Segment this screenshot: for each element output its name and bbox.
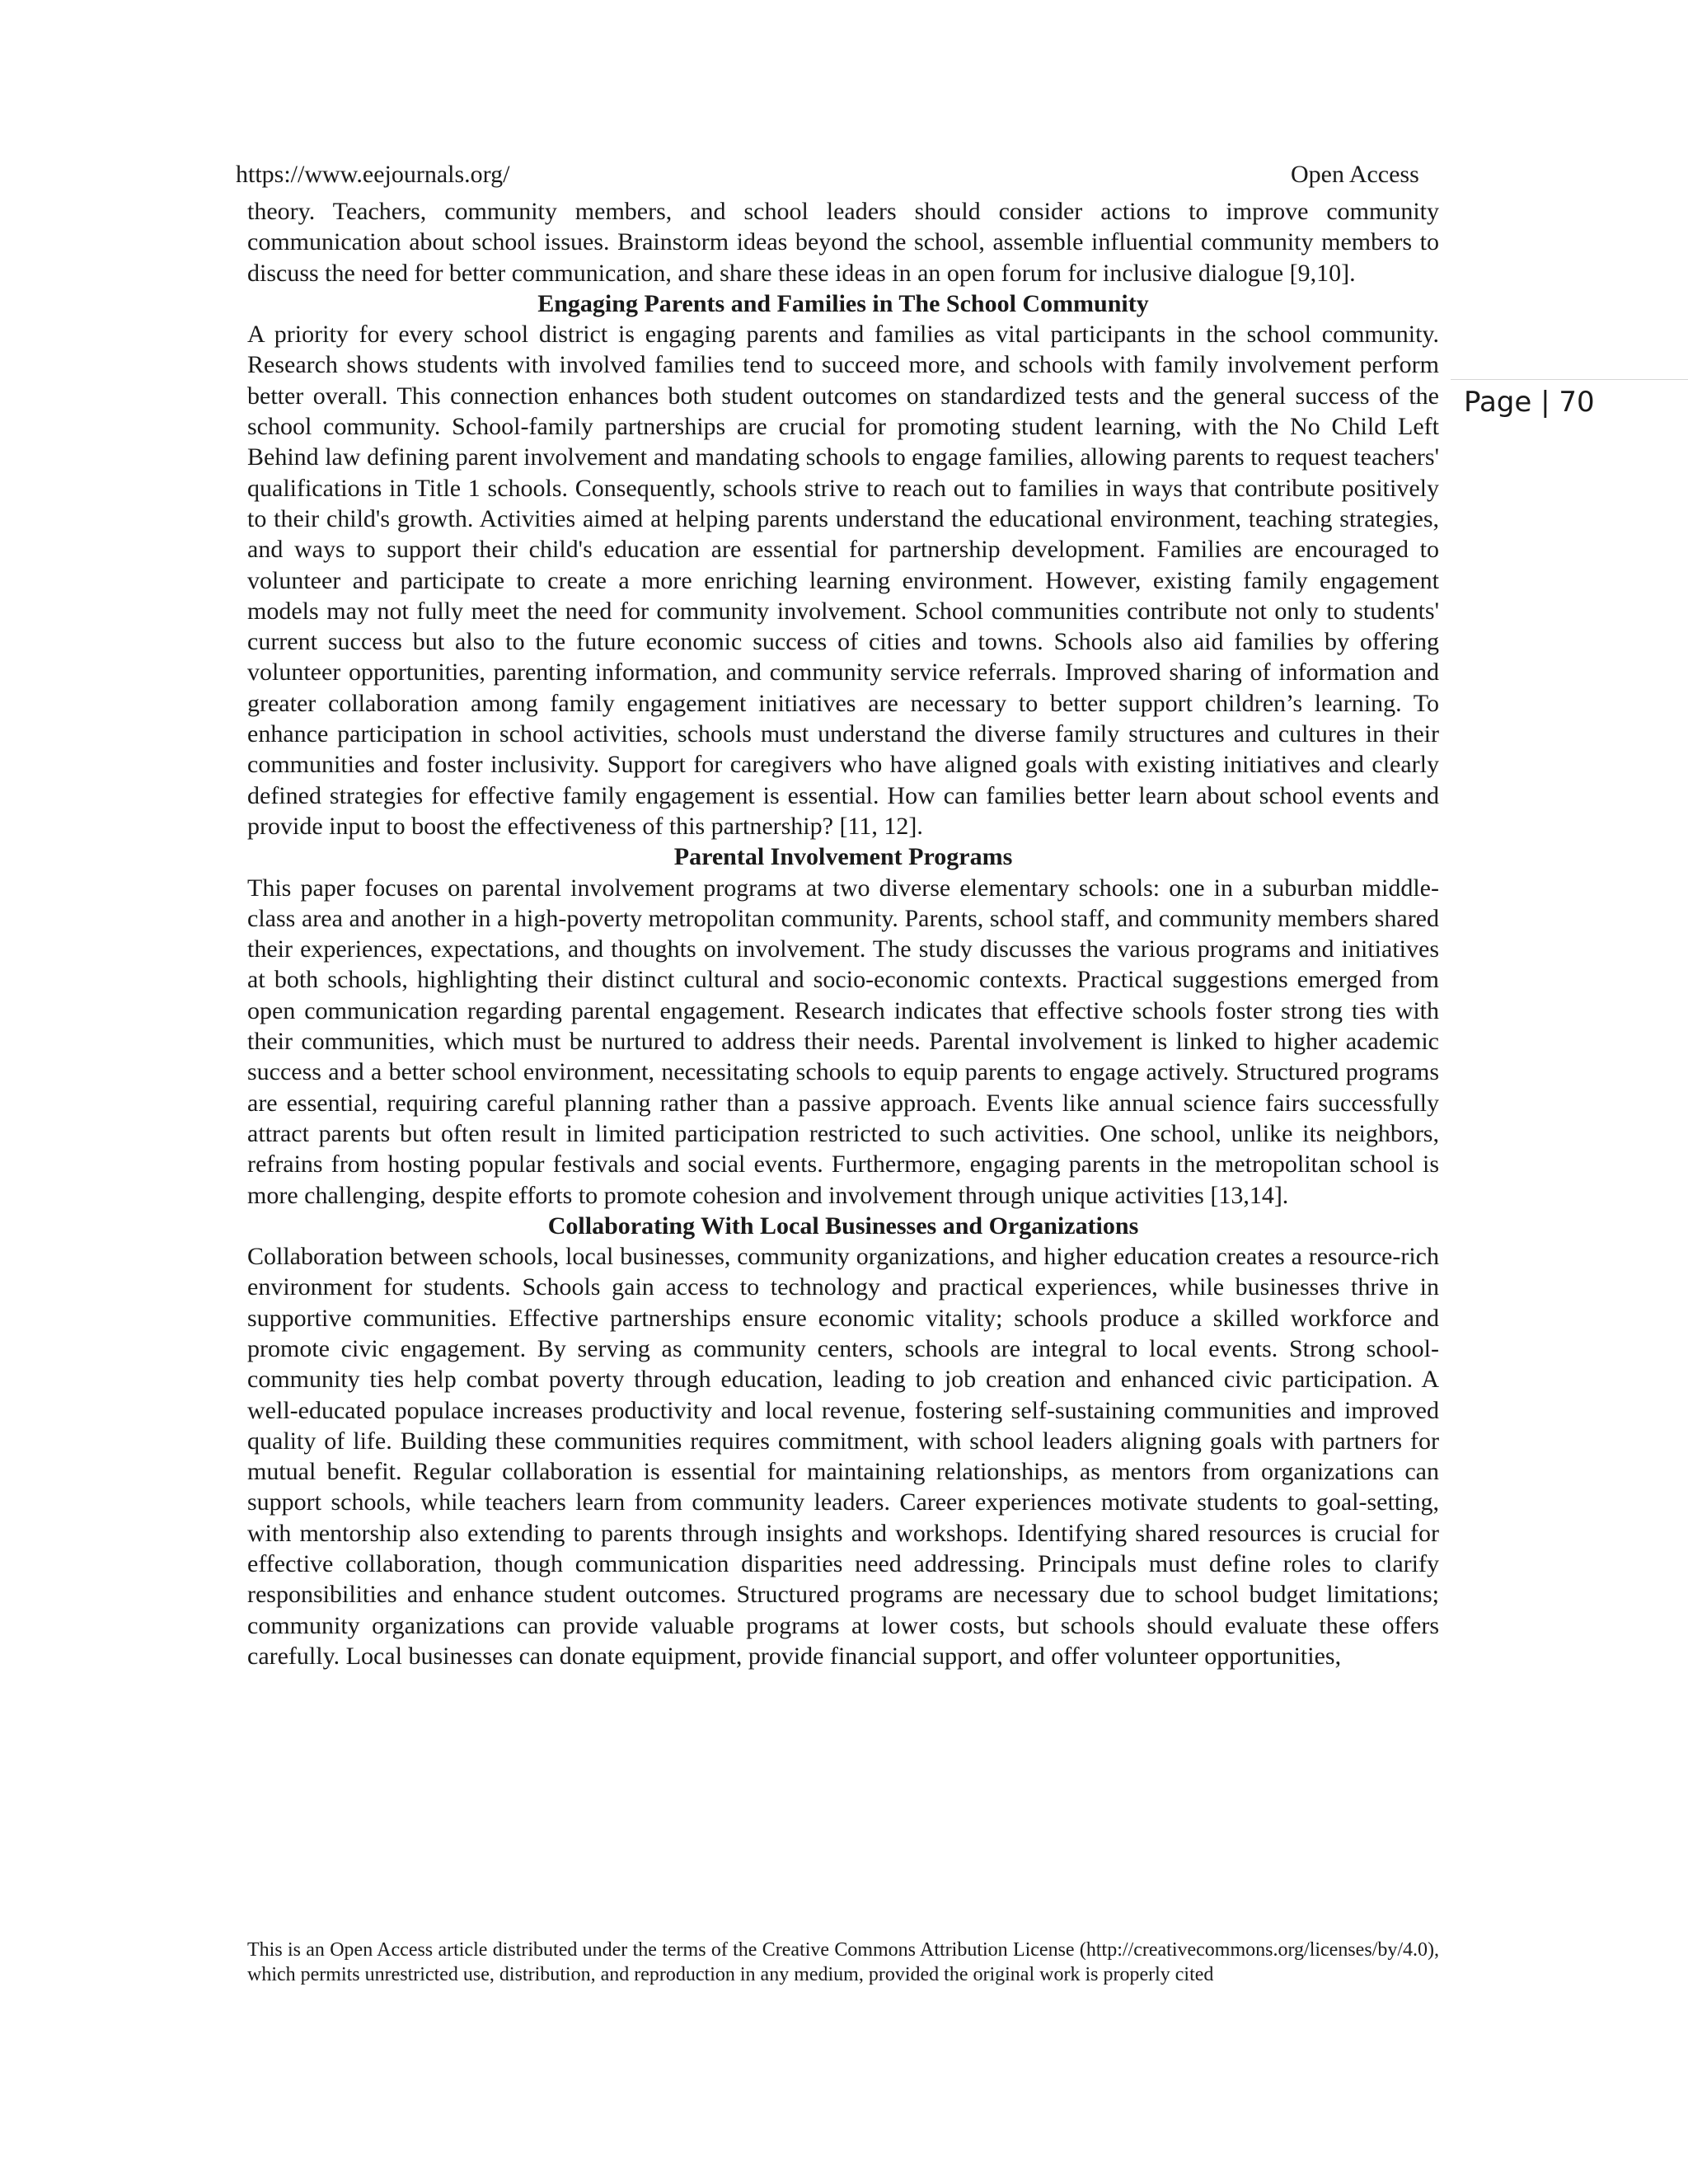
page-number-rule xyxy=(1451,379,1688,380)
license-footer: This is an Open Access article distributed under the terms of the Creative Commons Attribution License (http://creativecommons.org/licenses/by/4.0), which permits unrestricted use, distribution, and reproduction in any medium, provided the original work is properly cited xyxy=(247,1939,1439,1985)
open-access-label: Open Access xyxy=(1291,161,1419,188)
page-number: Page | 70 xyxy=(1464,386,1595,419)
section-heading-parental-involvement: Parental Involvement Programs xyxy=(673,843,1013,871)
section-heading-collaborating-businesses: Collaborating With Local Businesses and Organizations xyxy=(547,1212,1139,1240)
section-paragraph-collaborating-businesses: Collaboration between schools, local businesses, community organizations, and higher education creates a resource-rich environment for students. Schools gain access to technology and practical experiences, while businesses thrive in supportive communities. Effective partnerships ensure economic vitality; schools produce a skilled workforce and promote civic engagement. By serving as community centers, schools are integral to local events. Strong school-community ties help combat poverty through education, leading to job creation and enhanced civic participation. A well-educated populace increases productivity and local revenue, fostering self-sustaining communities and improved quality of life. Building these communities requires commitment, with school leaders aligning goals with partners for mutual benefit. Regular collaboration is essential for maintaining relationships, as mentors from organizations can support schools, while teachers learn from community leaders. Career experiences motivate students to goal-setting, with mentorship also extending to parents through insights and workshops. Identifying shared resources is crucial for effective collaboration, though communication disparities need addressing. Principals must define roles to clarify responsibilities and enhance student outcomes. Structured programs are necessary due to school budget limitations; community organizations can provide valuable programs at lower costs, but schools should evaluate these offers carefully. Local businesses can donate equipment, provide financial support, and offer volunteer opportunities, xyxy=(247,1243,1439,1670)
section-paragraph-parental-involvement: This paper focuses on parental involvement programs at two diverse elementary schools: one in a suburban middle-class area and another in a high-poverty metropolitan community. Parents, school staff, and community members shared their experiences, expectations, and thoughts on involvement. The study discusses the various programs and initiatives at both schools, highlighting their distinct cultural and socio-economic contexts. Practical suggestions emerged from open communication regarding parental engagement. Research indicates that effective schools foster strong ties with their communities, which must be nurtured to address their needs. Parental involvement is linked to higher academic success and a better school environment, necessitating schools to equip parents to engage actively. Structured programs are essential, requiring careful planning rather than a passive approach. Events like annual science fairs successfully attract parents but often result in limited participation restricted to such activities. One school, unlike its neighbors, refrains from hosting popular festivals and social events. Furthermore, engaging parents in the metropolitan school is more challenging, despite efforts to promote cohesion and involvement through unique activities [13,14]. xyxy=(247,874,1439,1209)
intro-paragraph: theory. Teachers, community members, and school leaders should consider actions to improve community communication about school issues. Brainstorm ideas beyond the school, assemble influential community members to discuss the need for better communication, and share these ideas in an open forum for inclusive dialogue [9,10]. xyxy=(247,198,1439,287)
journal-url[interactable]: https://www.eejournals.org/ xyxy=(236,161,510,188)
article-body xyxy=(247,196,1439,1671)
section-heading-engaging-parents: Engaging Parents and Families in The School Community xyxy=(537,289,1149,317)
section-paragraph-engaging-parents: A priority for every school district is engaging parents and families as vital participants in the school community. Research shows students with involved families tend to succeed more, and schools with family involvement perform better overall. This connection enhances both student outcomes on standardized tests and the general success of the school community. School-family partnerships are crucial for promoting student learning, with the No Child Left Behind law defining parent involvement and mandating schools to engage families, allowing parents to request teachers' qualifications in Title 1 schools. Consequently, schools strive to reach out to families in ways that contribute positively to their child's growth. Activities aimed at helping parents understand the educational environment, teaching strategies, and ways to support their child's education are essential for partnership development. Families are encouraged to volunteer and participate to create a more enriching learning environment. However, existing family engagement models may not fully meet the need for community involvement. School communities contribute not only to students' current success but also to the future economic success of cities and towns. Schools also aid families by offering volunteer opportunities, parenting information, and community service referrals. Improved sharing of information and greater collaboration among family engagement initiatives are necessary to better support children’s learning. To enhance participation in school activities, schools must understand the diverse family structures and cultures in their communities and foster inclusivity. Support for caregivers who have aligned goals with existing initiatives and clearly defined strategies for effective family engagement is essential. How can families better learn about school events and provide input to boost the effectiveness of this partnership? [11, 12]. xyxy=(247,321,1439,840)
